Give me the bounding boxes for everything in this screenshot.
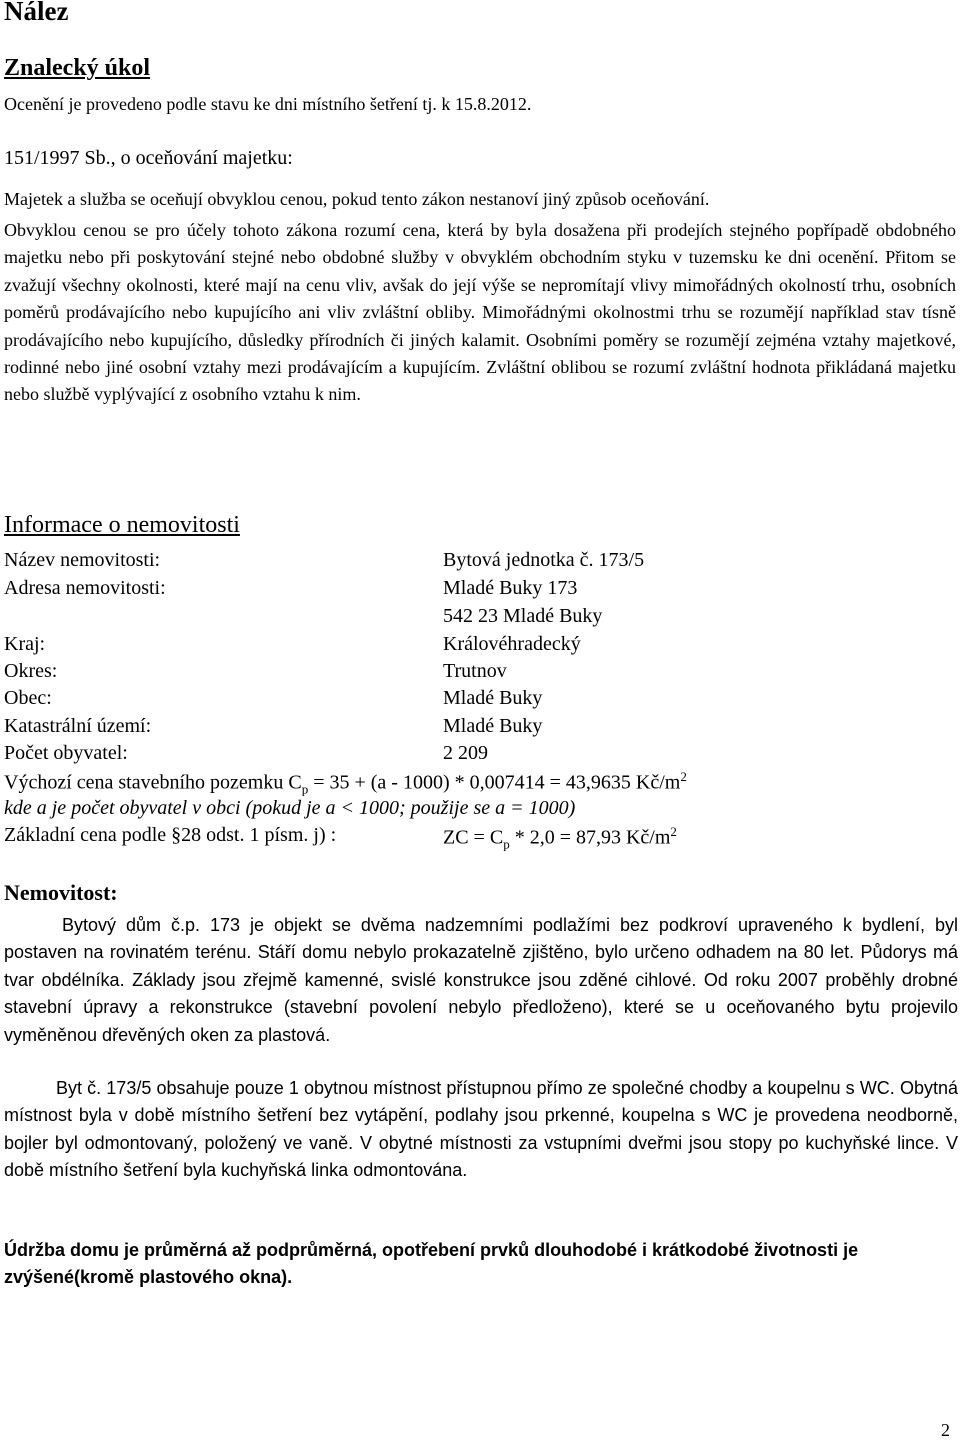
- formula1-prefix: Výchozí cena stavebního pozemku C: [4, 771, 302, 794]
- info-value-cadastral: Mladé Buky: [443, 715, 543, 737]
- formula2-rest: * 2,0 = 87,93 Kč/m: [509, 826, 671, 849]
- flat-description-text: Byt č. 173/5 obsahuje pouze 1 obytnou místnost přístupnou přímo ze společné chodby a koupelnu s WC. Obytná místnost byla v době místního šetření bez vytápění, podlahy jsou prkenné, koupelna s WC je provedena neodborně, bojler byl odmontovaný, položený ve vaně. V obytné místnosti za vstupními dveřmi jsou stopy po kuchyňské lince. V době místního šetření byla kuchyňská linka odmontována.: [4, 1078, 958, 1181]
- info-label-district: Okres:: [4, 660, 58, 682]
- valuation-rule-text: Majetek a služba se oceňují obvyklou cenou, pokud tento zákon nestanoví jiný způsob oceňování.: [4, 189, 710, 209]
- info-value-population: 2 209: [443, 742, 488, 764]
- info-value-name: Bytová jednotka č. 173/5: [443, 549, 645, 571]
- valuation-date-text: Ocenění je provedeno podle stavu ke dni místního šetření tj. k 15.8.2012.: [4, 94, 532, 114]
- formula1-sub: p: [301, 781, 309, 797]
- land-price-formula: [4, 769, 687, 798]
- building-description-paragraph: [4, 912, 958, 1049]
- page-number: 2: [941, 1420, 950, 1440]
- base-price-label: Základní cena podle §28 odst. 1 písm. j) :: [4, 824, 337, 846]
- info-label-population: Počet obyvatel:: [4, 742, 128, 764]
- section-heading-info: Informace o nemovitosti: [4, 512, 240, 538]
- base-price-formula: [443, 824, 677, 853]
- usual-price-text: Obvyklou cenou se pro účely tohoto zákona rozumí cena, která by byla dosažena při prodejích stejného popřípadě obdobného majetku nebo při poskytování stejné nebo obdobné služby v obvyklém obchodním styku v tuzemsku ke dni ocenění. Přitom se zvažují všechny okolnosti, které mají na cenu vliv, avšak do její výše se nepromítají vlivy mimořádných okolností trhu, osobních poměrů prodávajícího nebo kupujícího ani vliv zvláštní obliby. Mimořádnými okolnostmi trhu se rozumějí například stav tísně prodávajícího nebo kupujícího, důsledky přírodních či jiných kalamit. Osobními poměry se rozumějí zejména vztahy majetkové, rodinné nebo jiné osobní vztahy mezi prodávajícím a kupujícím. Zvláštní oblibou se rozumí zvláštní hodnota přikládaná majetku nebo službě vyplývající z osobního vztahu k nim.: [4, 220, 956, 405]
- info-label-cadastral: Katastrální území:: [4, 715, 152, 737]
- info-value-municipality: Mladé Buky: [443, 687, 543, 709]
- building-description-text: Bytový dům č.p. 173 je objekt se dvěma nadzemními podlažími bez podkroví upraveného k bydlení, byl postaven na rovinatém terénu. Stáří domu nebylo prokazatelně zjištěno, bylo určeno odhadem na 80 let. Půdorys má tvar obdélníka. Základy jsou zřejmě kamenné, svislé konstrukce jsou zděné cihlové. Od roku 2007 proběhly drobné stavební úpravy a rekonstrukce (stavební povolení nebylo předloženo), které se u oceňovaného bytu projevilo vyměněnou dřevěných oken za plastová.: [4, 915, 958, 1045]
- formula1-rest: = 35 + (a - 1000) * 0,007414 = 43,9635 Kč/m: [308, 771, 681, 794]
- section-heading-property: Nemovitost:: [4, 880, 118, 905]
- info-value-district: Trutnov: [443, 660, 507, 682]
- formula2-sup: 2: [670, 824, 677, 839]
- info-label-municipality: Obec:: [4, 687, 52, 709]
- info-label-address: Adresa nemovitosti:: [4, 577, 166, 599]
- formula1-sup: 2: [680, 769, 687, 784]
- info-label-region: Kraj:: [4, 633, 46, 655]
- page-title: Nález: [4, 0, 69, 26]
- info-value-region: Královéhradecký: [443, 633, 581, 655]
- maintenance-note: Údržba domu je průměrná až podprůměrná, opotřebení prvků dlouhodobé i krátkodobé životnosti je zvýšené(kromě plastového okna).: [4, 1240, 859, 1288]
- formula2-prefix: ZC = C: [443, 826, 504, 849]
- section-heading-task: Znalecký úkol: [4, 55, 151, 81]
- info-label-name: Název nemovitosti:: [4, 549, 161, 571]
- population-note: kde a je počet obyvatel v obci (pokud je a < 1000; použije se a = 1000): [4, 797, 576, 819]
- formula2-sub: p: [503, 836, 510, 852]
- law-reference: 151/1997 Sb., o oceňování majetku:: [4, 147, 293, 169]
- info-value-address: Mladé Buky 173: [443, 577, 578, 599]
- usual-price-paragraph: [4, 217, 956, 409]
- info-value-address-line2: 542 23 Mladé Buky: [443, 605, 603, 627]
- flat-description-paragraph: [4, 1075, 958, 1185]
